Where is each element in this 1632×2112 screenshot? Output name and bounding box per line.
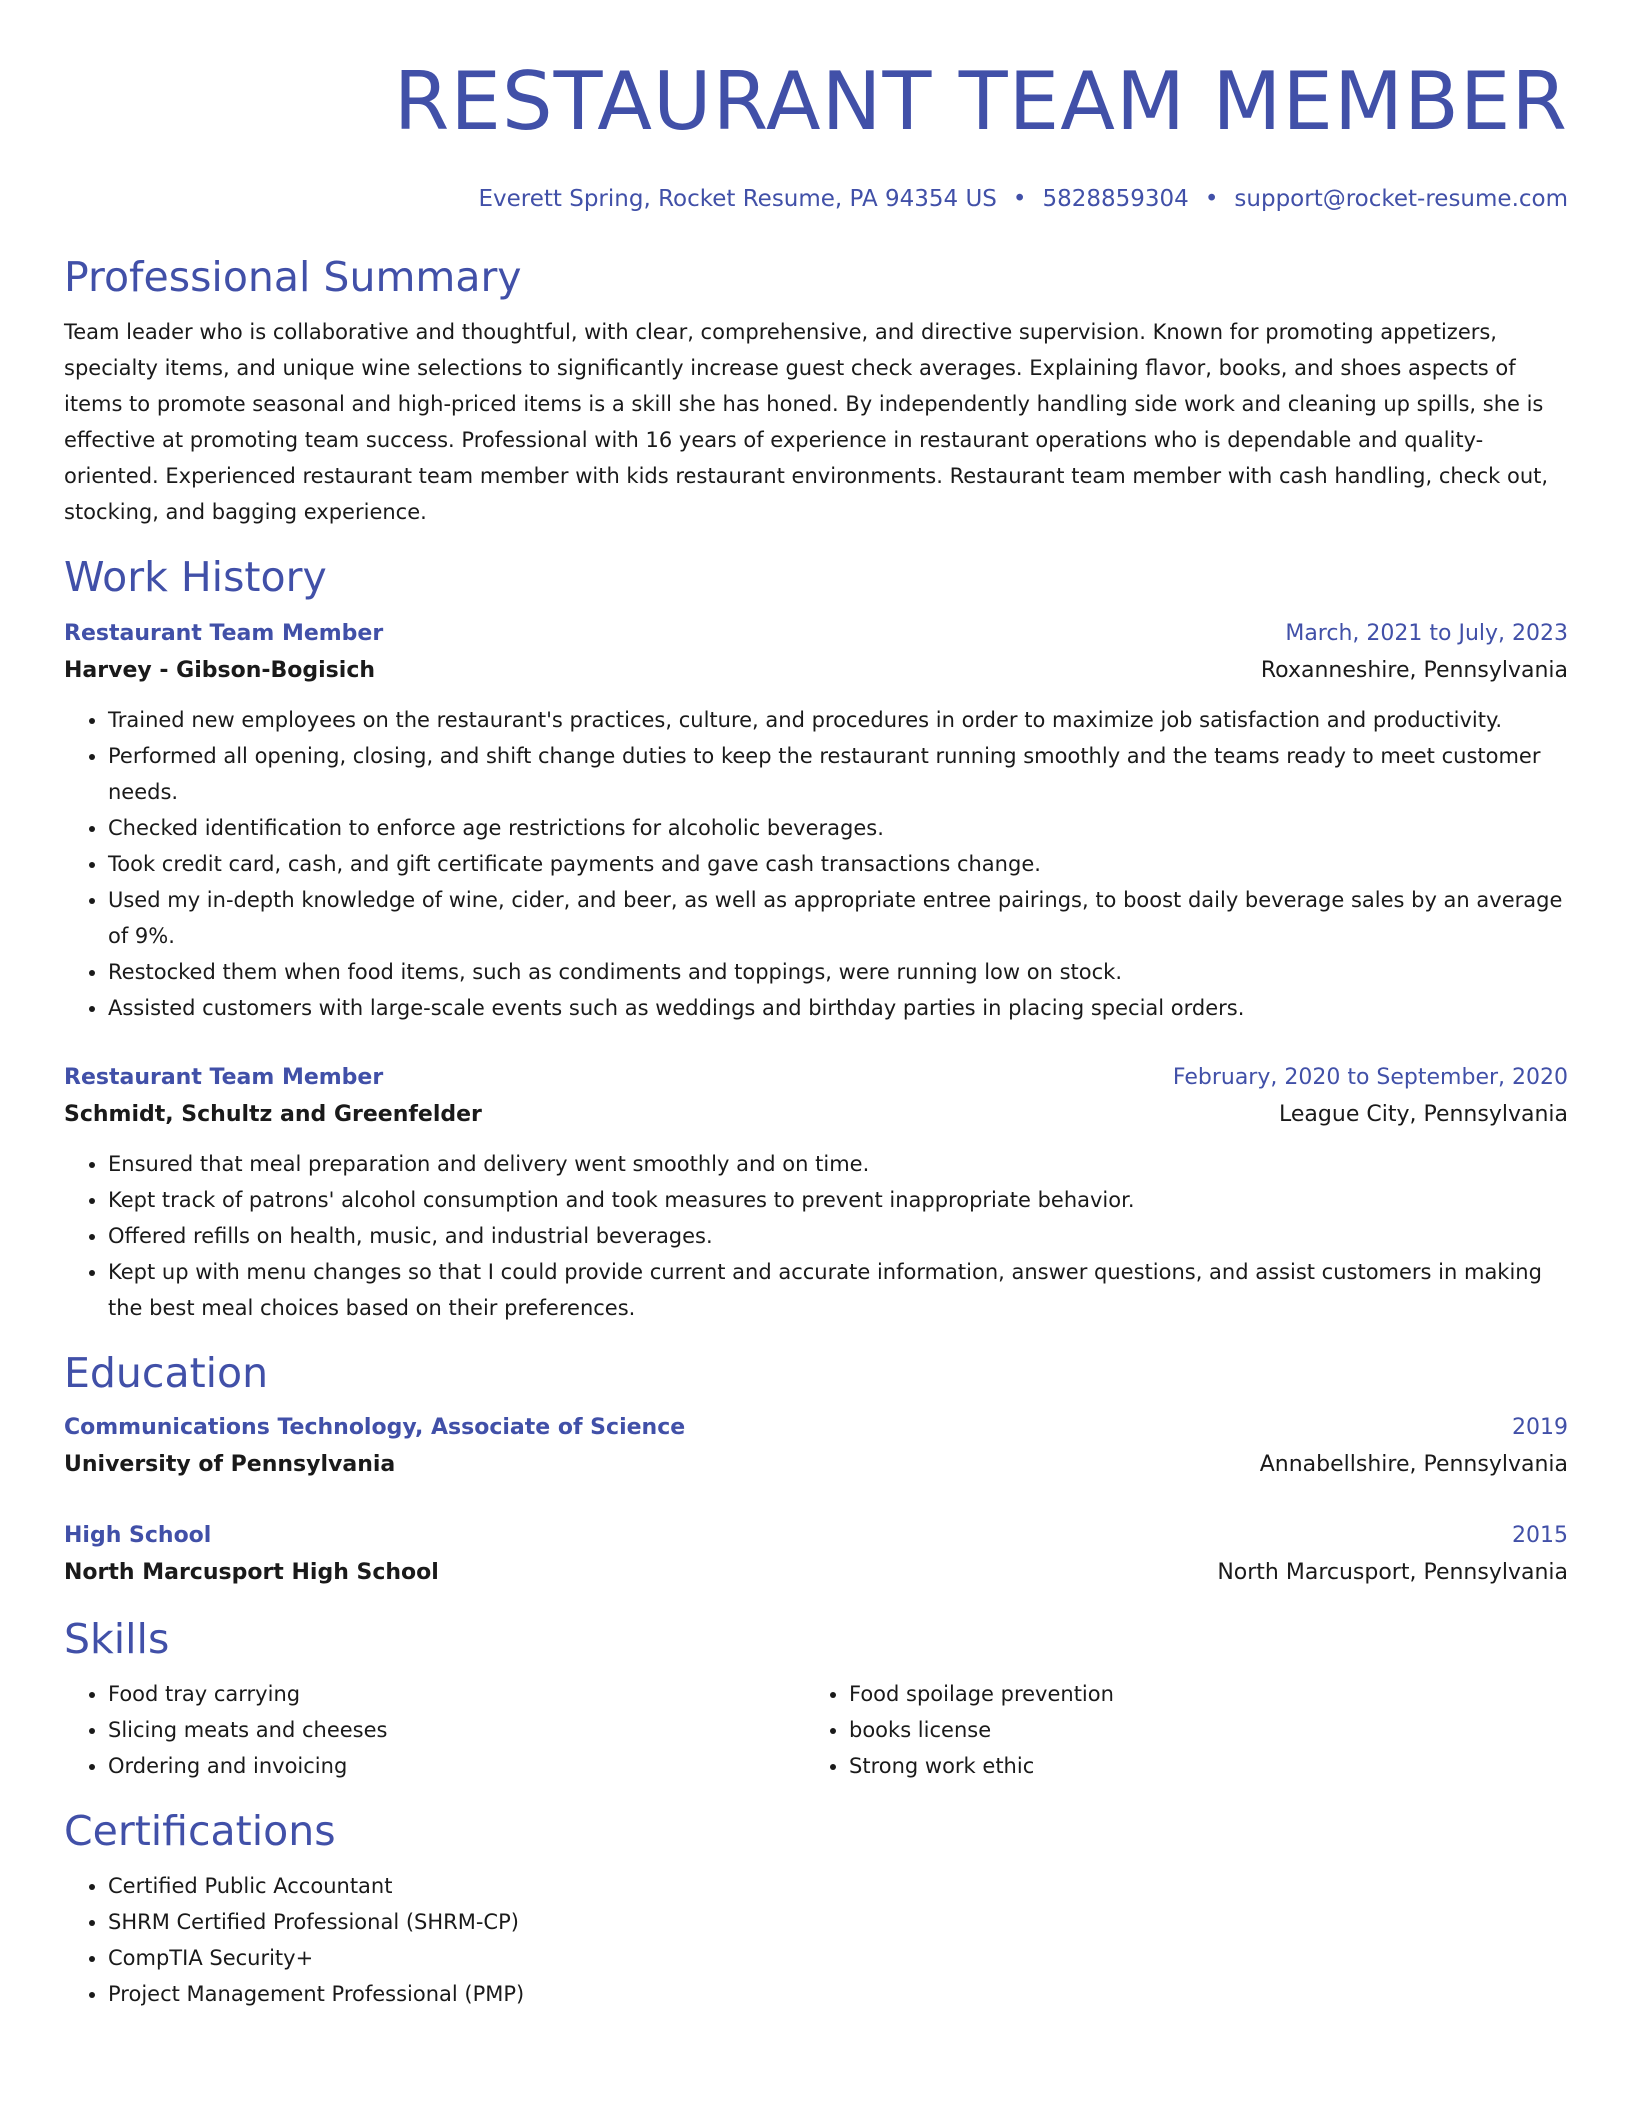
education-degree: High School bbox=[64, 1523, 212, 1548]
certification-item: • CompTIA Security+ bbox=[108, 1940, 1568, 1976]
job-bullet: • Performed all opening, closing, and shift change duties to keep the restaurant running smoothly and the teams ready to meet customer needs. bbox=[108, 738, 1568, 810]
job-bullets bbox=[64, 702, 1568, 1026]
resume-header bbox=[64, 52, 1568, 214]
certification-item: • SHRM Certified Professional (SHRM-CP) bbox=[108, 1904, 1568, 1940]
education-section bbox=[64, 1348, 1568, 1592]
summary-section bbox=[64, 252, 1568, 530]
work-history-section bbox=[64, 552, 1568, 1326]
contact-phone: 5828859304 bbox=[1042, 186, 1189, 212]
job-bullet: • Trained new employees on the restaurant's practices, culture, and procedures in order to maximize job satisfaction and productivity. bbox=[108, 702, 1568, 738]
education-school: University of Pennsylvania bbox=[64, 1452, 396, 1477]
contact-separator: • bbox=[1204, 186, 1219, 212]
skill-item: • books license bbox=[849, 1712, 1546, 1748]
skill-item: • Food spoilage prevention bbox=[849, 1676, 1546, 1712]
certifications-section bbox=[64, 1806, 1568, 2012]
job-employer: Schmidt, Schultz and Greenfelder bbox=[64, 1102, 482, 1127]
contact-line bbox=[64, 184, 1568, 214]
section-title-certifications: Certifications bbox=[64, 1807, 336, 1855]
education-school: North Marcusport High School bbox=[64, 1560, 439, 1585]
education-entry bbox=[64, 1518, 1568, 1592]
job-bullet: • Restocked them when food items, such as condiments and toppings, were running low on stock. bbox=[108, 954, 1568, 990]
job-employer: Harvey - Gibson-Bogisich bbox=[64, 658, 376, 683]
contact-address: Everett Spring, Rocket Resume, PA 94354 US bbox=[478, 186, 997, 212]
education-year: 2019 bbox=[1512, 1415, 1568, 1440]
certification-item: • Certified Public Accountant bbox=[108, 1868, 1568, 1904]
skill-item: • Food tray carrying bbox=[108, 1676, 805, 1712]
job-bullet: • Offered refills on health, music, and industrial beverages. bbox=[108, 1218, 1568, 1254]
summary-text: Team leader who is collaborative and thoughtful, with clear, comprehensive, and directive supervision. Known for promoting appetizers, specialty items, and unique wine selections to significantly increase guest check averages. Explaining flavor, books, and shoes aspects of items to promote seasonal and high-priced items is a skill she has honed. By independently handling side work and cleaning up spills, she is effective at promoting team success. Professional with 16 years of experience in restaurant operations who is dependable and quality-oriented. Experienced restaurant team member with kids restaurant environments. Restaurant team member with cash handling, check out, stocking, and bagging experience. bbox=[64, 320, 1549, 524]
skills-grid bbox=[64, 1676, 1568, 1784]
skill-item: • Strong work ethic bbox=[849, 1748, 1546, 1784]
job-bullets bbox=[64, 1146, 1568, 1326]
section-title-skills: Skills bbox=[64, 1615, 170, 1663]
job-bullet: • Kept track of patrons' alcohol consumption and took measures to prevent inappropriate behavior. bbox=[108, 1182, 1568, 1218]
resume-title: RESTAURANT TEAM MEMBER bbox=[393, 55, 1568, 148]
job-bullet: • Ensured that meal preparation and delivery went smoothly and on time. bbox=[108, 1146, 1568, 1182]
skill-item: • Ordering and invoicing bbox=[108, 1748, 805, 1784]
section-title-work-history: Work History bbox=[64, 553, 327, 601]
job-entry bbox=[64, 1060, 1568, 1326]
job-role: Restaurant Team Member bbox=[64, 621, 384, 646]
job-entry bbox=[64, 616, 1568, 1026]
section-title-education: Education bbox=[64, 1349, 269, 1397]
job-dates: March, 2021 to July, 2023 bbox=[1285, 621, 1568, 646]
contact-email[interactable]: support@rocket-resume.com bbox=[1234, 186, 1568, 212]
contact-separator: • bbox=[1012, 186, 1027, 212]
job-bullet: • Kept up with menu changes so that I could provide current and accurate information, answer questions, and assist customers in making the best meal choices based on their preferences. bbox=[108, 1254, 1568, 1326]
job-location: League City, Pennsylvania bbox=[1279, 1102, 1568, 1127]
education-year: 2015 bbox=[1512, 1523, 1568, 1548]
job-dates: February, 2020 to September, 2020 bbox=[1172, 1065, 1568, 1090]
education-location: North Marcusport, Pennsylvania bbox=[1217, 1560, 1568, 1585]
skill-item: • Slicing meats and cheeses bbox=[108, 1712, 805, 1748]
job-bullet: • Checked identification to enforce age restrictions for alcoholic beverages. bbox=[108, 810, 1568, 846]
skills-section bbox=[64, 1614, 1568, 1784]
skills-list-right bbox=[805, 1676, 1546, 1784]
job-role: Restaurant Team Member bbox=[64, 1065, 384, 1090]
job-bullet: • Used my in-depth knowledge of wine, cider, and beer, as well as appropriate entree pairings, to boost daily beverage sales by an average of 9%. bbox=[108, 882, 1568, 954]
certification-item: • Project Management Professional (PMP) bbox=[108, 1976, 1568, 2012]
education-degree: Communications Technology, Associate of Science bbox=[64, 1415, 686, 1440]
job-bullet: • Took credit card, cash, and gift certificate payments and gave cash transactions change. bbox=[108, 846, 1568, 882]
certifications-list bbox=[64, 1868, 1568, 2012]
education-entry bbox=[64, 1410, 1568, 1484]
job-location: Roxanneshire, Pennsylvania bbox=[1260, 658, 1568, 683]
section-title-summary: Professional Summary bbox=[64, 253, 522, 301]
job-bullet: • Assisted customers with large-scale events such as weddings and birthday parties in placing special orders. bbox=[108, 990, 1568, 1026]
skills-list-left bbox=[64, 1676, 805, 1784]
education-location: Annabellshire, Pennsylvania bbox=[1259, 1452, 1568, 1477]
